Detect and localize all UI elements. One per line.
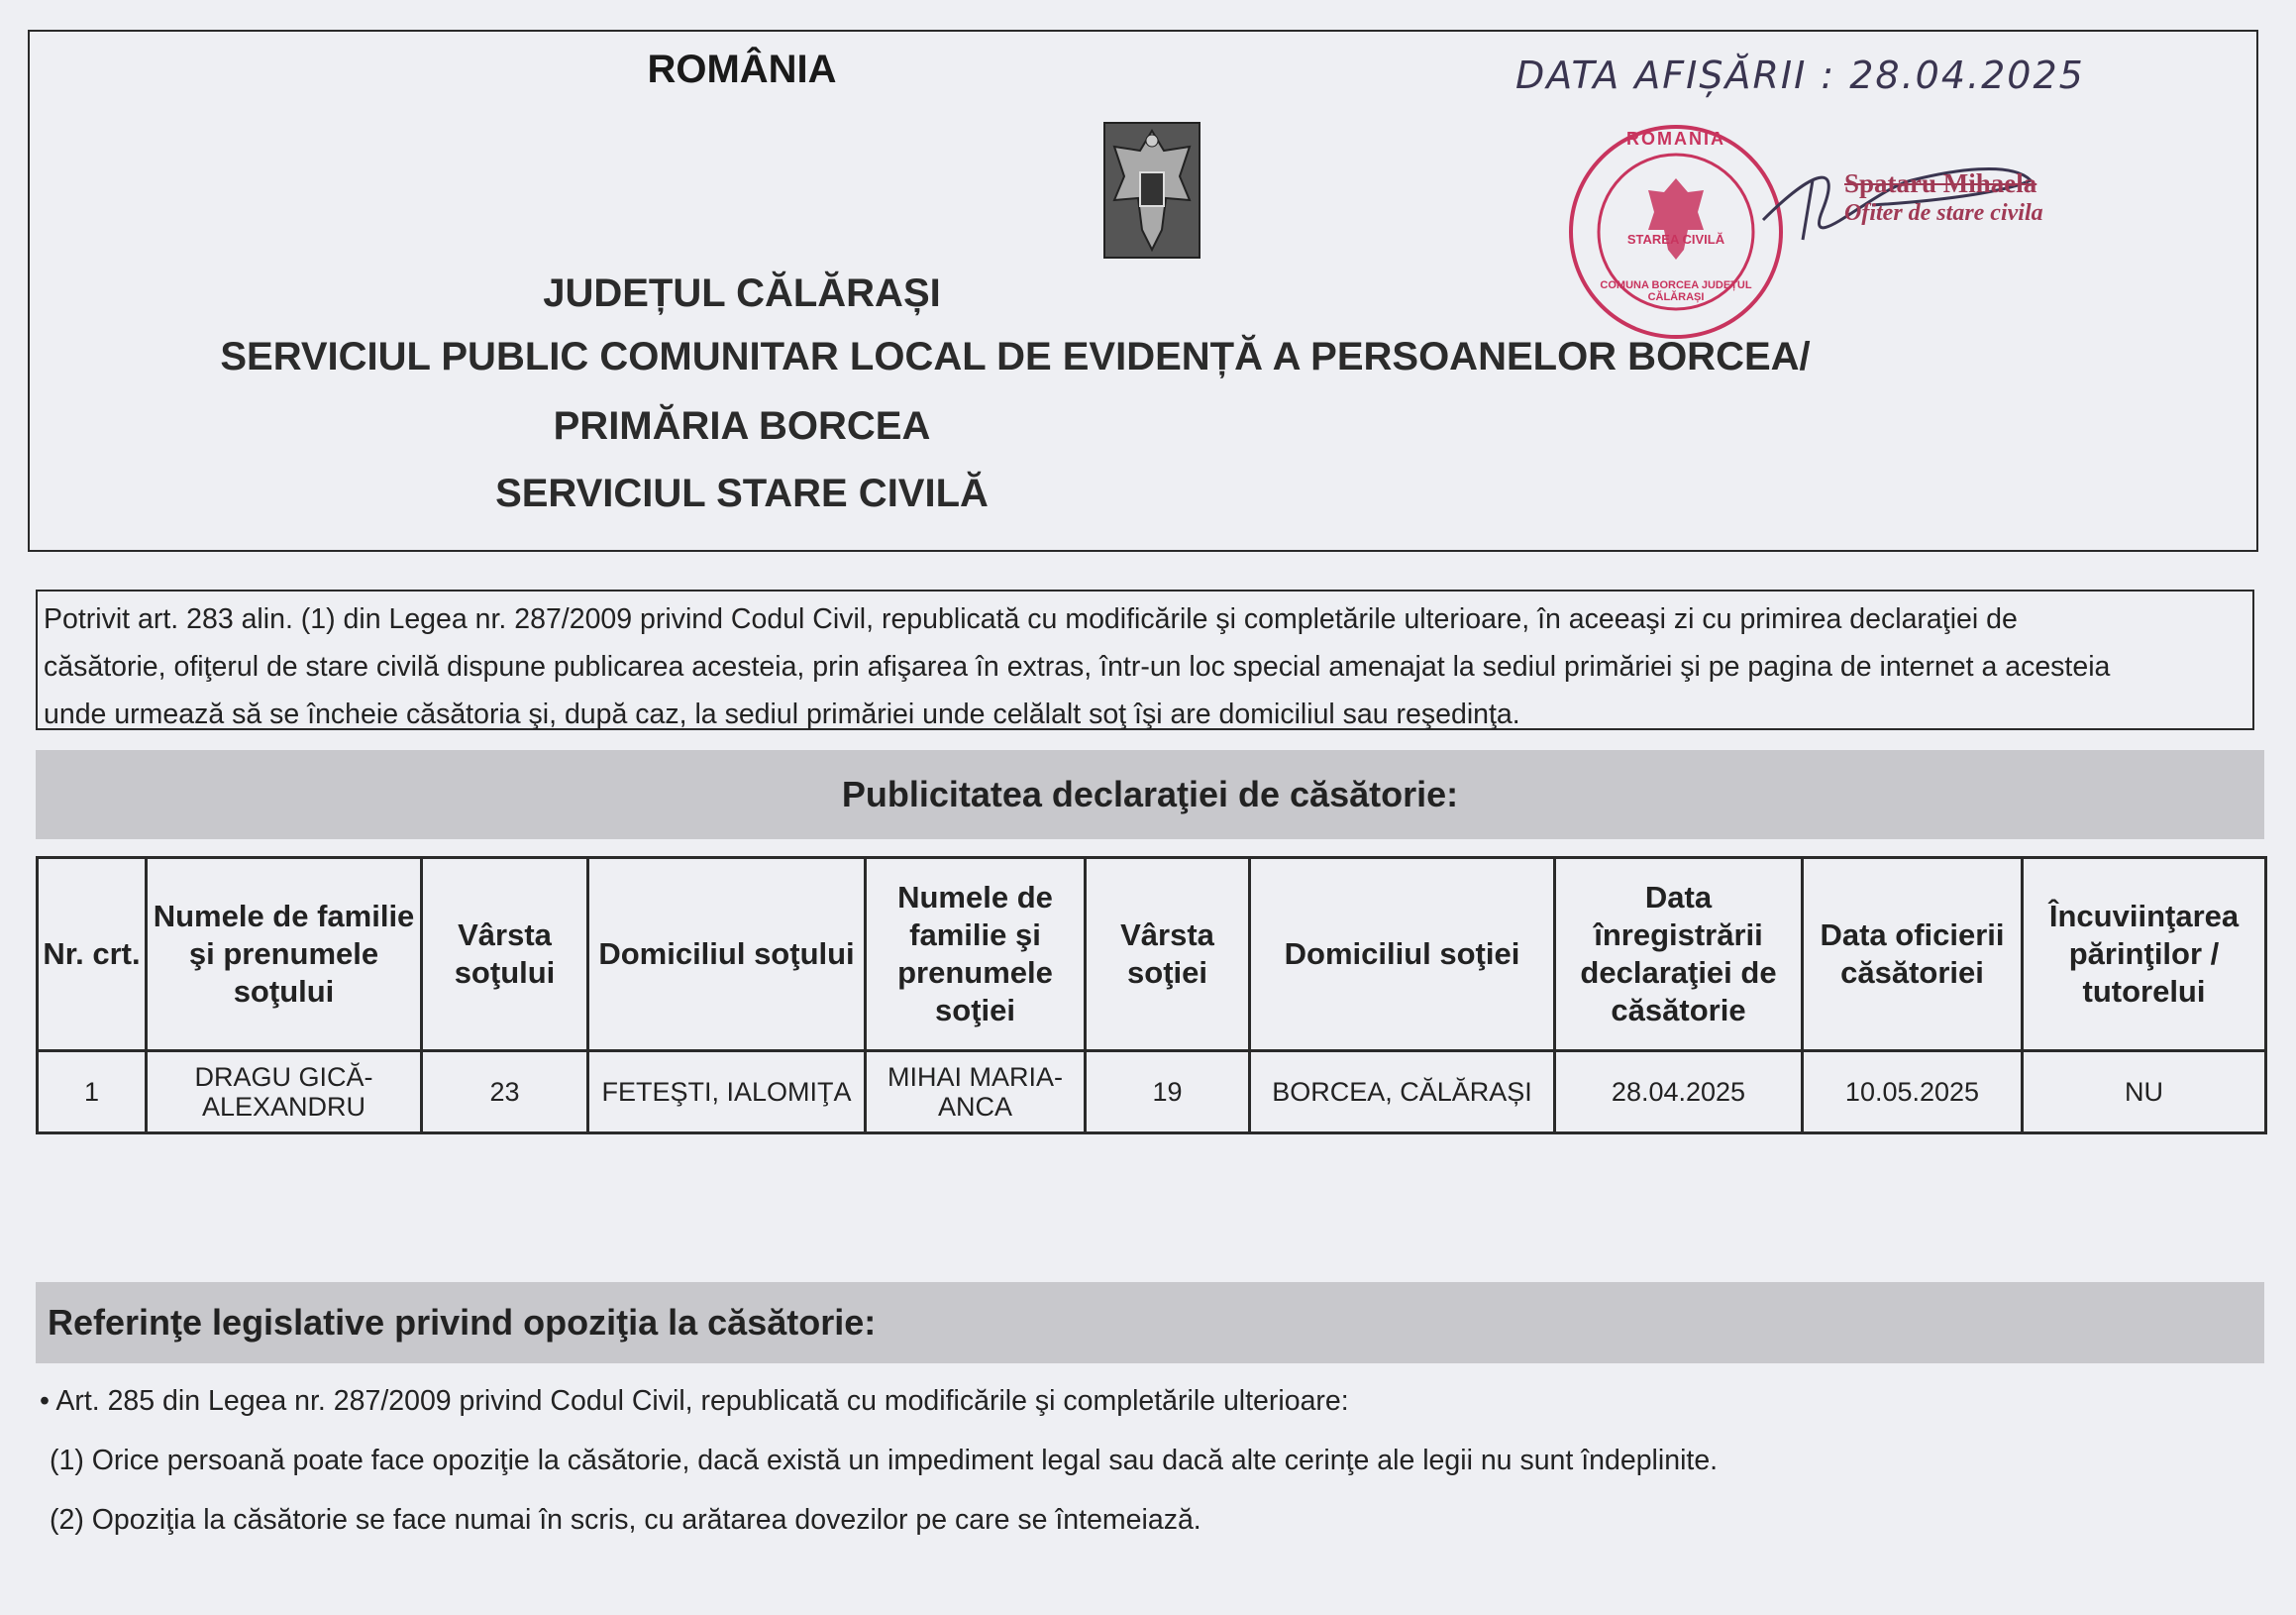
table-row [38, 1051, 2266, 1133]
header-wife-domicile: Domiciliul soţiei [1250, 858, 1555, 1051]
header-nr: Nr. crt. [38, 858, 147, 1051]
header-parental-consent: Încuviinţarea părinţilor / tutorelui [2023, 858, 2266, 1051]
reference-line: (1) Orice persoană poate face opoziţie la căsătorie, dacă există un impediment legal sau dacă alte cerinţe ale legii nu sunt îndeplinite. [50, 1445, 1719, 1476]
marriage-declaration-table [36, 856, 2267, 1134]
table-header-row [38, 858, 2266, 1051]
legal-intro-line: Potrivit art. 283 alin. (1) din Legea nr. 287/2009 privind Codul Civil, republicată cu modificările şi completările ulterioare, în aceeaşi zi cu primirea declaraţiei de [44, 603, 2018, 635]
cell-wife-age: 19 [1086, 1051, 1250, 1133]
references-title: Referinţe legislative privind opoziţia la căsătorie: [36, 1282, 2264, 1363]
primaria-heading: PRIMĂRIA BORCEA [553, 404, 931, 448]
stare-civila-heading: SERVICIUL STARE CIVILĂ [495, 472, 989, 515]
stamp-center-text: STAREA CIVILĂ [1626, 232, 1725, 247]
header-registration-date: Data înregistrării declaraţiei de căsătorie [1555, 858, 1803, 1051]
stamp-ring-text: COMUNA BORCEA JUDEȚUL CĂLĂRAȘI [1600, 279, 1752, 303]
header-ceremony-date: Data oficierii căsătoriei [1803, 858, 2023, 1051]
cell-husband-domicile: FETEŞTI, IALOMIŢA [588, 1051, 866, 1133]
cell-registration-date: 28.04.2025 [1555, 1051, 1803, 1133]
display-date-handwritten: DATA AFIȘĂRII : 28.04.2025 [1515, 54, 2085, 97]
officer-title: Ofiter de stare civila [1844, 200, 2043, 226]
legal-intro-line: unde urmează să se încheie căsătoria şi, după caz, la sediul primăriei unde celălalt soţ îşi are domiciliul sau reşedinţa. [44, 699, 1520, 730]
county-heading: JUDEȚUL CĂLĂRAȘI [543, 271, 941, 315]
cell-husband-name: DRAGU GICĂ-ALEXANDRU [147, 1051, 422, 1133]
reference-line: (2) Opoziţia la căsătorie se face numai în scris, cu arătarea dovezilor pe care se întemeiază. [50, 1504, 1201, 1536]
cell-wife-domicile: BORCEA, CĂLĂRAȘI [1250, 1051, 1555, 1133]
reference-line: • Art. 285 din Legea nr. 287/2009 privind Codul Civil, republicată cu modificările şi completările ulterioare: [40, 1385, 1349, 1417]
cell-parental-consent: NU [2023, 1051, 2266, 1133]
cell-wife-name: MIHAI MARIA-ANCA [866, 1051, 1086, 1133]
header-wife-name: Numele de familie şi prenumele soţiei [866, 858, 1086, 1051]
header-wife-age: Vârsta soţiei [1086, 858, 1250, 1051]
officer-name: Spataru Mihaela [1844, 168, 2037, 198]
header-husband-domicile: Domiciliul soţului [588, 858, 866, 1051]
cell-ceremony-date: 10.05.2025 [1803, 1051, 2023, 1133]
cell-husband-age: 23 [422, 1051, 588, 1133]
header-husband-name: Numele de familie şi prenumele soţului [147, 858, 422, 1051]
publicity-title: Publicitatea declaraţiei de căsătorie: [36, 750, 2264, 839]
stamp-top-text: ROMANIA [1626, 129, 1725, 149]
cell-nr: 1 [38, 1051, 147, 1133]
country-title: ROMÂNIA [647, 48, 837, 91]
references-list [40, 1371, 1718, 1550]
legal-intro [36, 590, 2254, 730]
coat-of-arms-icon [1102, 121, 1201, 260]
service-heading: SERVICIUL PUBLIC COMUNITAR LOCAL DE EVIDENȚĂ A PERSOANELOR BORCEA/ [220, 335, 1811, 378]
header-husband-age: Vârsta soţului [422, 858, 588, 1051]
legal-intro-line: căsătorie, ofiţerul de stare civilă dispune publicarea acesteia, prin afişarea în extras, într-un loc special amenajat la sediul primăriei şi pe pagina de internet a acesteia [44, 651, 2111, 683]
header-box [28, 30, 2258, 552]
